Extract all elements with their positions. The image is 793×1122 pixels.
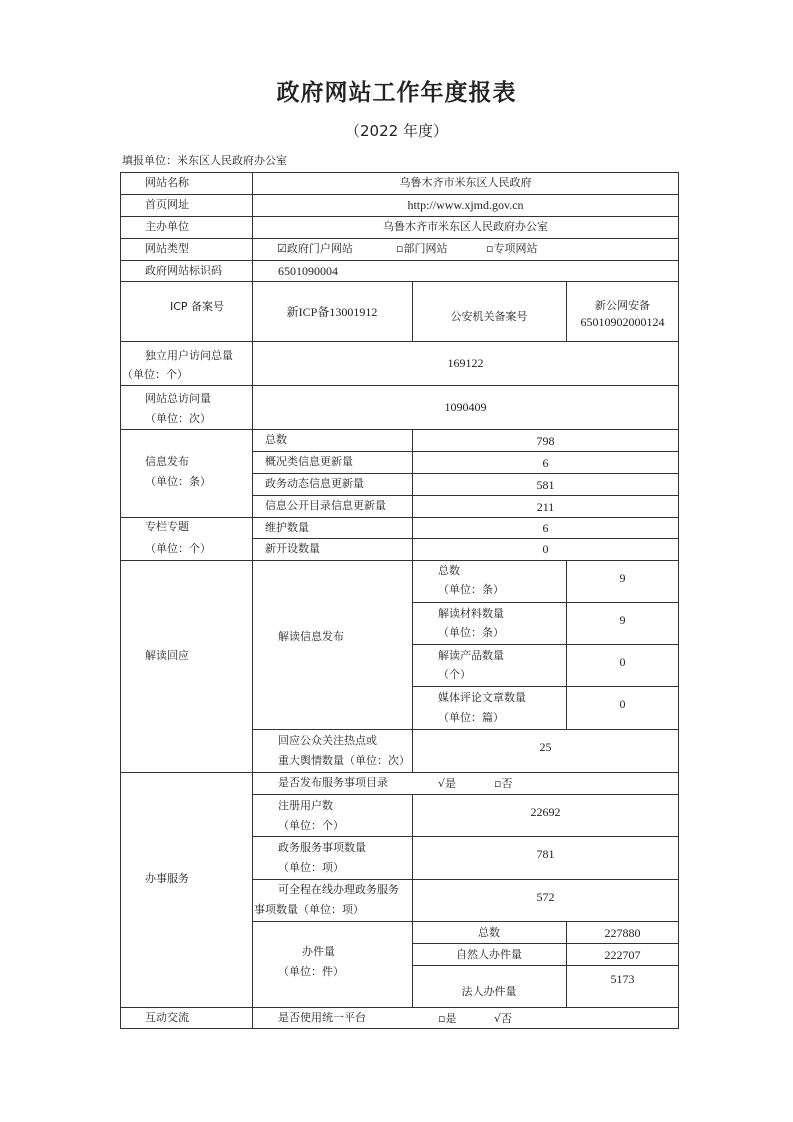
site-id-value: 6501090004 [278, 264, 338, 278]
uv-label: 独立用户访问总量 [145, 349, 233, 362]
homepage-label: 首页网址 [145, 198, 189, 211]
interaction-platform-yes: ▫是 [438, 1012, 457, 1025]
icp-label: ICP 备案号 [170, 300, 225, 313]
report-title: 政府网站工作年度报表 [276, 80, 517, 106]
site-type-department: ▫部门网站 [396, 242, 448, 255]
site-type-special: ▫专项网站 [486, 242, 538, 255]
service-items-value: 781 [536, 847, 555, 861]
site-type-label: 网站类型 [145, 242, 189, 255]
service-volume-person-label: 自然人办件量 [456, 948, 522, 961]
info-disclosure-value: 211 [536, 500, 555, 514]
info-overview-value: 6 [542, 456, 549, 470]
sponsor-label: 主办单位 [145, 220, 189, 233]
service-volume-legal-label: 法人办件量 [461, 985, 517, 998]
columns-maintain-label: 维护数量 [265, 521, 309, 534]
interpret-response-value: 25 [539, 740, 552, 754]
uv-unit: （单位：个） [122, 368, 188, 381]
interpret-total-label: 总数 [438, 564, 460, 577]
service-online-unit: 事项数量（单位：项） [254, 903, 364, 916]
interpret-total-value: 9 [619, 571, 626, 585]
interpret-products-unit: （个） [438, 668, 471, 681]
service-label: 办事服务 [145, 872, 189, 885]
columns-maintain-value: 6 [542, 521, 549, 535]
police-record-value-1: 新公网安备 [595, 299, 650, 312]
filler-unit: 填报单位：米东区人民政府办公室 [122, 154, 287, 167]
service-catalog-label: 是否发布服务事项目录 [278, 776, 388, 789]
info-overview-label: 概况类信息更新量 [265, 455, 353, 468]
info-dynamics-value: 581 [536, 478, 555, 492]
homepage-value: http://www.xjmd.gov.cn [407, 198, 524, 212]
interpret-response-label: 回应公众关注热点或 [278, 734, 377, 747]
service-volume-total-label: 总数 [478, 926, 500, 939]
columns-new-label: 新开设数量 [265, 542, 320, 555]
service-users-label: 注册用户数 [278, 799, 333, 812]
service-volume-legal-value: 5173 [610, 972, 635, 986]
site-type-portal: ☑政府门户网站 [277, 242, 353, 255]
interpret-total-unit: （单位：条） [438, 583, 504, 596]
pv-label: 网站总访问量 [145, 392, 211, 405]
service-catalog-yes: √是 [438, 777, 457, 790]
police-record-label: 公安机关备案号 [450, 310, 528, 323]
service-catalog-no: ▫否 [494, 777, 513, 790]
interpret-pub-label: 解读信息发布 [278, 630, 344, 643]
columns-unit: （单位：个） [145, 542, 211, 555]
info-dynamics-label: 政务动态信息更新量 [265, 477, 364, 490]
service-volume-total-value: 227880 [604, 926, 641, 940]
info-pub-unit: （单位：条） [145, 475, 211, 488]
site-name-value: 乌鲁木齐市米东区人民政府 [399, 176, 532, 189]
interpret-products-value: 0 [619, 655, 626, 669]
service-users-unit: （单位：个） [278, 819, 344, 832]
police-record-value-2: 65010902000124 [580, 315, 665, 329]
interaction-platform-label: 是否使用统一平台 [278, 1011, 366, 1024]
info-disclosure-label: 信息公开目录信息更新量 [265, 499, 386, 512]
info-total-label: 总数 [265, 433, 287, 446]
service-online-label: 可全程在线办理政务服务 [278, 883, 399, 896]
service-volume-person-value: 222707 [604, 948, 641, 962]
columns-new-value: 0 [542, 542, 549, 556]
service-volume-label: 办件量 [302, 945, 335, 958]
info-pub-label: 信息发布 [145, 455, 189, 468]
interpret-label: 解读回应 [145, 649, 189, 662]
interpret-materials-value: 9 [619, 613, 626, 627]
interpret-materials-label: 解读材料数量 [438, 607, 504, 620]
pv-unit: （单位：次） [145, 412, 211, 425]
interpret-media-unit: （单位：篇） [438, 711, 504, 724]
columns-label: 专栏专题 [145, 520, 189, 533]
site-name-label: 网站名称 [145, 176, 189, 189]
interpret-response-unit: 重大舆情数量（单位：次） [278, 754, 410, 767]
report-year: （2022 年度） [345, 122, 448, 140]
pv-value: 1090409 [444, 400, 487, 414]
interpret-media-label: 媒体评论文章数量 [438, 691, 526, 704]
service-users-value: 22692 [530, 805, 561, 819]
interaction-platform-no: √否 [494, 1012, 513, 1025]
sponsor-value: 乌鲁木齐市米东区人民政府办公室 [383, 220, 548, 233]
service-items-label: 政务服务事项数量 [278, 841, 366, 854]
service-volume-unit: （单位：件） [278, 965, 344, 978]
interpret-media-value: 0 [619, 697, 626, 711]
service-items-unit: （单位：项） [278, 861, 344, 874]
interpret-products-label: 解读产品数量 [438, 649, 504, 662]
site-id-label: 政府网站标识码 [145, 264, 222, 277]
info-total-value: 798 [536, 434, 555, 448]
icp-value: 新ICP备13001912 [286, 305, 378, 319]
uv-value: 169122 [447, 356, 484, 370]
interaction-label: 互动交流 [145, 1011, 189, 1024]
interpret-materials-unit: （单位：条） [438, 626, 504, 639]
service-online-value: 572 [536, 890, 555, 904]
